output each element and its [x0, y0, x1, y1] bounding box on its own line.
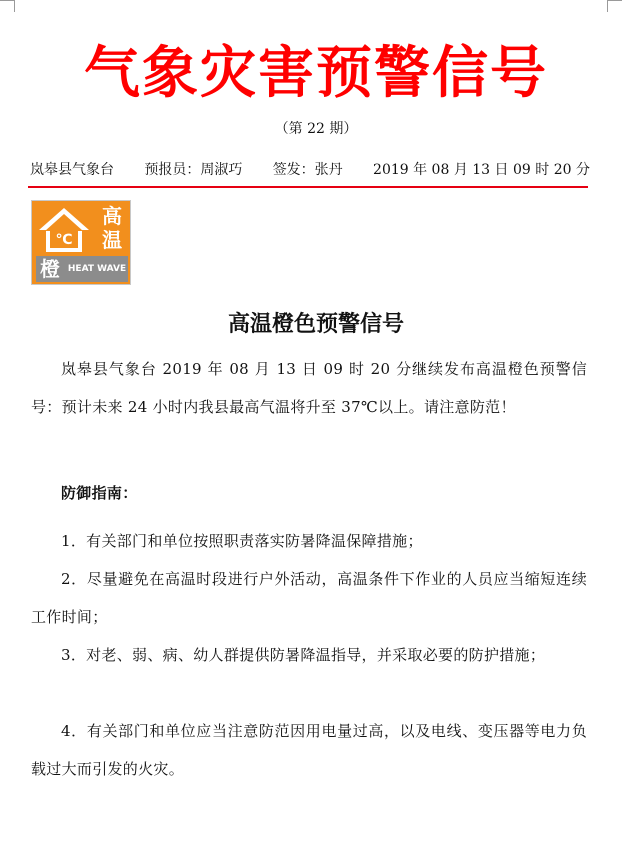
- masthead-title: 气象灾害预警信号: [84, 40, 548, 106]
- issue-datetime: 2019 年 08 月 13 日 09 时 20 分: [373, 162, 590, 178]
- crop-mark-top-left-vertical: [14, 0, 15, 12]
- guide-item-4: 4．有关部门和单位应当注意防范因用电量过高，以及电线、变压器等电力负载过大而引发的火灾。: [31, 722, 587, 778]
- celsius-symbol: ℃: [55, 232, 73, 248]
- icon-char-orange-level: 橙: [40, 257, 60, 281]
- guide-heading: 防御指南：: [61, 484, 138, 502]
- guide-item-1: 1．有关部门和单位按照职责落实防暑降温保障措施；: [61, 532, 423, 550]
- crop-mark-top-right-vertical: [607, 0, 608, 12]
- icon-bottom-band: [36, 256, 128, 282]
- document-title: 高温橙色预警信号: [227, 312, 404, 337]
- house-thermometer-icon: [36, 205, 92, 255]
- icon-char-temperature: 温: [102, 228, 122, 252]
- guide-item-2: 2．尽量避免在高温时段进行户外活动，高温条件下作业的人员应当缩短连续工作时间；: [31, 570, 587, 626]
- guide-item-3: 3．对老、弱、病、幼人群提供防暑降温指导，并采取必要的防护措施；: [61, 646, 546, 664]
- heat-wave-orange-warning-icon: [31, 200, 131, 285]
- issue-number: （第 22 期）: [274, 121, 358, 137]
- signer: 签发：张丹: [272, 162, 343, 178]
- icon-char-high: 高: [102, 204, 122, 228]
- station-name: 岚皋县气象台: [30, 162, 114, 178]
- forecaster: 预报员：周淑巧: [144, 162, 243, 178]
- crop-mark-top-left-horizontal: [0, 0, 14, 1]
- crop-mark-top-right-horizontal: [608, 0, 622, 1]
- icon-english-label: HEAT WAVE: [67, 264, 127, 274]
- intro-paragraph: 岚皋县气象台 2019 年 08 月 13 日 09 时 20 分继续发布高温橙色预警信号：预计未来 24 小时内我县最高气温将升至 37℃以上。请注意防范！: [31, 360, 587, 416]
- header-info-line: [30, 160, 590, 180]
- red-divider-rule: [28, 186, 588, 188]
